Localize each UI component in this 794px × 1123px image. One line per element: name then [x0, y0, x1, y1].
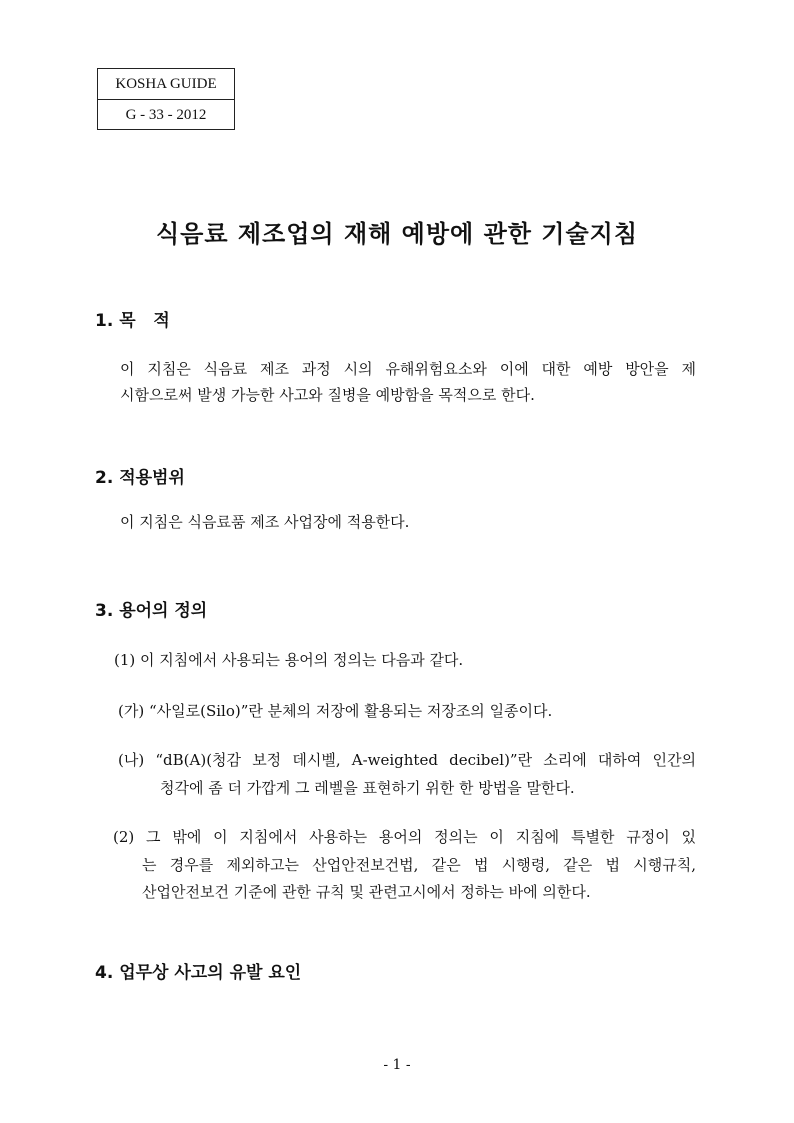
definition-item-1-b-line-2: 청각에 좀 더 가깝게 그 레벨을 표현하기 위한 한 방법을 말한다.	[160, 779, 575, 797]
document-code-box	[97, 68, 235, 130]
section-1-line-2: 시함으로써 발생 가능한 사고와 질병을 예방함을 목적으로 한다.	[120, 386, 535, 404]
guide-label: KOSHA GUIDE	[115, 76, 217, 92]
section-4-heading: 4. 업무상 사고의 유발 요인	[95, 963, 302, 983]
page-number: - 1 -	[383, 1057, 411, 1073]
definition-item-2-line-3: 산업안전보건 기준에 관한 규칙 및 관련고시에서 정하는 바에 의한다.	[142, 883, 591, 901]
definition-item-1-a: (가) “사일로(Silo)”란 분체의 저장에 활용되는 저장조의 일종이다.	[118, 702, 553, 720]
section-2-heading: 2. 적용범위	[95, 468, 185, 488]
definition-item-2-line-2: 는 경우를 제외하고는 산업안전보건법, 같은 법 시행령, 같은 법 시행규칙,	[142, 856, 696, 874]
guide-code: G - 33 - 2012	[98, 99, 234, 130]
definition-item-1: (1) 이 지침에서 사용되는 용어의 정의는 다음과 같다.	[114, 651, 464, 669]
definition-item-1-b-line-1: (나) “dB(A)(청감 보정 데시벨, A-weighted decibel)”란 소리에 대하여 인간의	[118, 751, 696, 769]
document-title: 식음료 제조업의 재해 예방에 관한 기술지침	[155, 220, 639, 248]
section-1-line-1: 이 지침은 식음료 제조 과정 시의 유해위험요소와 이에 대한 예방 방안을 제	[120, 360, 696, 378]
section-1-heading: 1. 목 적	[95, 311, 170, 331]
section-2-line-1: 이 지침은 식음료품 제조 사업장에 적용한다.	[120, 513, 410, 531]
section-3-heading: 3. 용어의 정의	[95, 601, 208, 621]
definition-item-2-line-1: (2) 그 밖에 이 지침에서 사용하는 용어의 정의는 이 지침에 특별한 규정이 있	[113, 828, 696, 846]
